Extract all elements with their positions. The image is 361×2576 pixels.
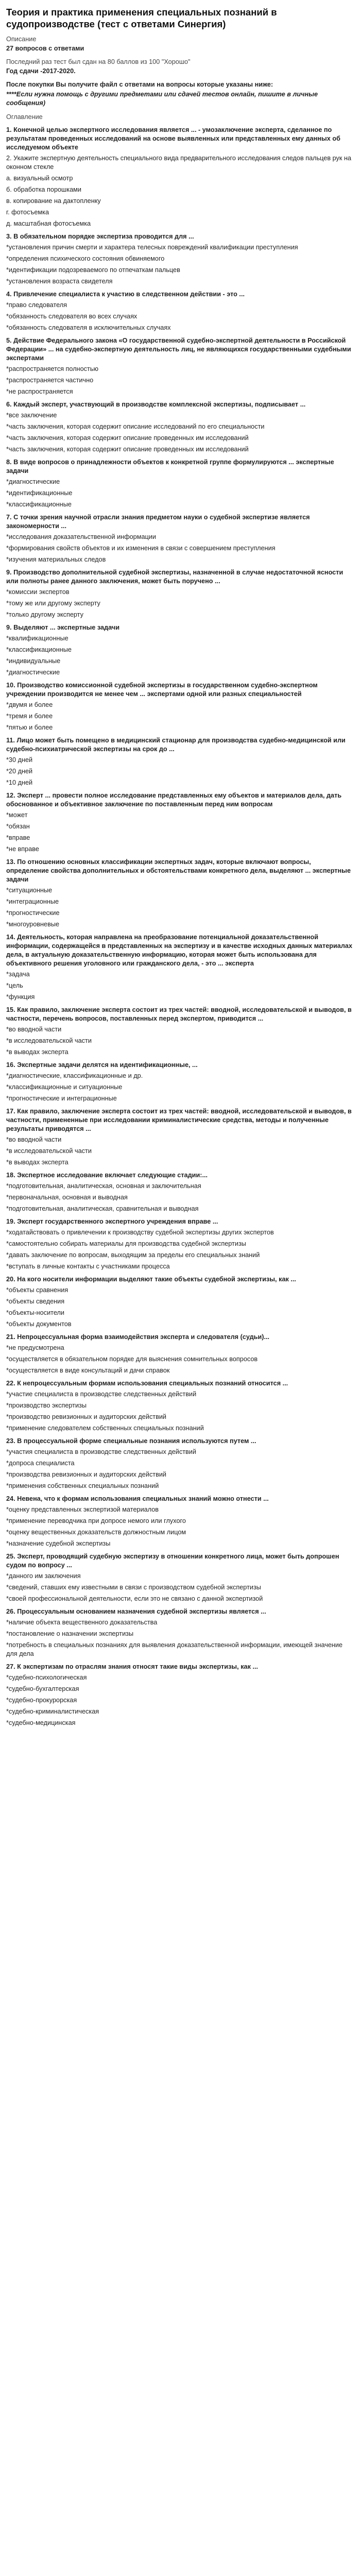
answer-option: *формирования свойств объектов и их изменения в связи с совершением преступления bbox=[6, 545, 276, 552]
question-text: 15. Как правило, заключение эксперта состоит из трех частей: вводной, исследовательской и выводов, в частности, перечень вопросов, поставленных перед экспертом, приводится ... bbox=[6, 1006, 352, 1022]
answer-option: *распространяется полностью bbox=[6, 365, 98, 372]
answer-option: *право следователя bbox=[6, 301, 67, 309]
meta-label-last-pass: Последний раз тест был сдан на 80 баллов из 100 "Хорошо" bbox=[6, 58, 191, 65]
purchase-note bbox=[6, 80, 354, 108]
answer-option: *ходатайствовать о привлечении к производству судебной экспертизы других экспертов bbox=[6, 1229, 274, 1236]
question-block bbox=[6, 1333, 354, 1375]
toc-label: Оглавление bbox=[6, 113, 43, 121]
answer-option: *все заключение bbox=[6, 412, 57, 419]
answer-option: *применения собственных специальных познаний bbox=[6, 1482, 159, 1489]
answer-option: *применение следователем собственных специальных познаний bbox=[6, 1425, 204, 1432]
question-text: 11. Лицо может быть помещено в медицинский стационар для производства судебно-медицинской или судебно-психиатрической экспертизы на срок до ... bbox=[6, 737, 346, 753]
answer-option: *ситуационные bbox=[6, 887, 53, 894]
answer-option: *изучения материальных следов bbox=[6, 556, 106, 563]
answer-option: *диагностические bbox=[6, 478, 60, 485]
answer-option: *интеграционные bbox=[6, 898, 59, 905]
question-text: 5. Действие Федерального закона «О государственной судебно-экспертной деятельности в Российской Федерации» ... на судебно-экспертную деятельность лиц, не являющихся государственными судебными экспертами bbox=[6, 337, 351, 362]
question-text: 9. Выделяют ... экспертные задачи bbox=[6, 624, 120, 631]
question-text: 27. К экспертизам по отраслям знания относят такие виды экспертизы, как ... bbox=[6, 1663, 259, 1670]
question-text: 14. Деятельность, которая направлена на преобразование потенциальной доказательственной информации, содержащейся в представленных на экспертизу и в качестве исходных данных материалах дела, в актуальную доказательственную информацию, которая может быть использована для объективного решения уголовного или гражданского дела, - это ... эксперта bbox=[6, 934, 353, 967]
answer-option: *распространяется частично bbox=[6, 377, 94, 384]
question-text: 18. Экспертное исследование включает следующие стадии:... bbox=[6, 1172, 208, 1179]
answer-option: *классификационные и ситуационные bbox=[6, 1083, 123, 1091]
answer-option: *объекты сведения bbox=[6, 1298, 65, 1305]
question-block bbox=[6, 1607, 354, 1658]
answer-option: *участие специалиста в производстве следственных действий bbox=[6, 1391, 197, 1398]
question-text: 22. К непроцессуальным формам использования специальных познаний относится ... bbox=[6, 1380, 288, 1387]
question-block bbox=[6, 126, 354, 172]
answer-option: *идентификации подозреваемого по отпечаткам пальцев bbox=[6, 266, 180, 274]
answer-option: *многоуровневые bbox=[6, 921, 60, 928]
meta-value-description: 27 вопросов с ответами bbox=[6, 45, 84, 52]
answer-option: *часть заключения, которая содержит описание проведенных им исследований bbox=[6, 446, 249, 453]
answer-option: *самостоятельно собирать материалы для производства судебной экспертизы bbox=[6, 1240, 246, 1247]
answer-option: *двумя и более bbox=[6, 701, 53, 708]
question-block bbox=[6, 1552, 354, 1603]
answer-option: *10 дней bbox=[6, 779, 33, 786]
meta-section bbox=[6, 35, 354, 76]
answer-option: *задача bbox=[6, 971, 30, 978]
answer-option: *во вводной части bbox=[6, 1026, 62, 1033]
answer-option: *цель bbox=[6, 982, 23, 989]
question-text: 17. Как правило, заключение эксперта состоит из трех частей: вводной, исследовательской и выводов, в частности, примененные при исследовании криминалистические средства, методы и полученные результаты приводятся ... bbox=[6, 1108, 352, 1132]
question-text: 12. Эксперт ... провести полное исследование представленных ему объектов и материалов дела, дать обоснованное и объективное заключение по поставленным перед ним вопросам bbox=[6, 792, 342, 808]
answer-option: *производство экспертизы bbox=[6, 1402, 87, 1409]
question-text: 23. В процессуальной форме специальные познания используются путем ... bbox=[6, 1437, 256, 1445]
answer-option: *только другому эксперту bbox=[6, 611, 83, 618]
answer-option: *потребность в специальных познаниях для выявления доказательственной информации, имеющей значение для дела bbox=[6, 1641, 343, 1657]
answer-option: *прогностические и интеграционные bbox=[6, 1095, 117, 1102]
meta-value-year: Год сдачи -2017-2020. bbox=[6, 67, 76, 75]
question-block bbox=[6, 858, 354, 929]
question-text: 6. Каждый эксперт, участвующий в производстве комплексной экспертизы, подписывает ... bbox=[6, 401, 306, 408]
question-block bbox=[6, 1495, 354, 1548]
answer-option: *прогностические bbox=[6, 909, 60, 917]
question-block bbox=[6, 458, 354, 509]
question-text: 3. В обязательном порядке экспертиза проводится для ... bbox=[6, 233, 194, 240]
answer-option: в. копирование на дактопленку bbox=[6, 197, 101, 205]
question-text: 20. На кого носители информации выделяют такие объекты судебной экспертизы, как ... bbox=[6, 1276, 296, 1283]
answer-option: *допроса специалиста bbox=[6, 1460, 75, 1467]
question-block bbox=[6, 232, 354, 286]
answer-option: *объекты документов bbox=[6, 1320, 72, 1328]
answer-option: *в выводах эксперта bbox=[6, 1048, 68, 1056]
answer-option: *классификационные bbox=[6, 646, 72, 653]
help-note-text: ****Если нужна помощь с другими предметами или сдачей тестов онлайн, пишите в личные сообщения) bbox=[6, 91, 318, 107]
answer-option: *не предусмотрена bbox=[6, 1344, 64, 1351]
answer-option: *объекты-носители bbox=[6, 1309, 64, 1316]
question-text: 19. Эксперт государственного экспертного учреждения вправе ... bbox=[6, 1218, 218, 1225]
question-block bbox=[6, 933, 354, 1002]
answer-option: *диагностические bbox=[6, 669, 60, 676]
question-block bbox=[6, 736, 354, 787]
answer-option: *производство ревизионных и аудиторских действий bbox=[6, 1413, 167, 1420]
answer-option: *подготовительная, аналитическая, сравнительная и выводная bbox=[6, 1205, 199, 1212]
question-text: 16. Экспертные задачи делятся на идентификационные, ... bbox=[6, 1061, 198, 1069]
answer-option: *первоначальная, основная и выводная bbox=[6, 1194, 128, 1201]
answer-option: *тремя и более bbox=[6, 713, 53, 720]
document-title: Теория и практика применения специальных познаний в судопроизводстве (тест с ответами Синергия) bbox=[6, 7, 277, 29]
answer-option: *часть заключения, которая содержит описание исследований по его специальности bbox=[6, 423, 265, 430]
answer-option: *назначение судебной экспертизы bbox=[6, 1540, 111, 1547]
question-block bbox=[6, 1006, 354, 1057]
question-text: 26. Процессуальным основанием назначения судебной экспертизы является ... bbox=[6, 1608, 266, 1615]
question-block bbox=[6, 1275, 354, 1329]
answer-option: *30 дней bbox=[6, 756, 33, 764]
question-text: 10. Производство комиссионной судебной экспертизы в государственном судебно-экспертном учреждении производится не менее чем ... экспертами одной или разных специальностей bbox=[6, 682, 318, 698]
answer-option: *комиссии экспертов bbox=[6, 588, 70, 596]
answer-option: а. визуальный осмотр bbox=[6, 175, 73, 182]
answer-option: *не распространяется bbox=[6, 388, 73, 395]
question-block bbox=[6, 568, 354, 619]
answer-option: *осуществляется в виде консультаций и дачи справок bbox=[6, 1367, 170, 1374]
answer-option: *вступать в личные контакты с участниками процесса bbox=[6, 1263, 170, 1270]
question-block bbox=[6, 1437, 354, 1490]
question-block bbox=[6, 1379, 354, 1433]
answer-option: *судебно-бухгалтерская bbox=[6, 1685, 79, 1692]
answer-option: *20 дней bbox=[6, 768, 33, 775]
answer-option: *может bbox=[6, 811, 28, 819]
question-text: 7. С точки зрения научной отрасли знания предметом науки о судебной экспертизе является закономерности ... bbox=[6, 514, 310, 530]
question-text: 8. В виде вопросов о принадлежности объектов к конкретной группе формулируются ... экспертные задачи bbox=[6, 459, 334, 474]
answer-option: *часть заключения, которая содержит описание проведенных им исследований bbox=[6, 434, 249, 442]
answer-option: *оценку вещественных доказательств должностным лицом bbox=[6, 1529, 186, 1536]
answer-option: *оценку представленных экспертизой материалов bbox=[6, 1506, 159, 1513]
answer-option: *подготовительная, аналитическая, основная и заключительная bbox=[6, 1182, 201, 1190]
question-block bbox=[6, 174, 354, 228]
meta-label-description: Описание bbox=[6, 36, 37, 43]
answer-option: *индивидуальные bbox=[6, 657, 61, 665]
answer-option: 2. Укажите экспертную деятельность специального вида предварительного исследования следов пальцев рук на оконном стекле bbox=[6, 155, 352, 171]
answer-option: *обязанность следователя в исключительных случаях bbox=[6, 324, 171, 331]
question-block bbox=[6, 336, 354, 396]
question-list bbox=[6, 126, 354, 1727]
answer-option: *в выводах эксперта bbox=[6, 1159, 68, 1166]
answer-option: *установления причин смерти и характера телесных повреждений квалификации преступления bbox=[6, 244, 298, 251]
answer-option: *идентификационные bbox=[6, 489, 73, 497]
answer-option: б. обработка порошками bbox=[6, 186, 81, 193]
answer-option: *определения психического состояния обвиняемого bbox=[6, 255, 165, 262]
answer-option: *обязанность следователя во всех случаях bbox=[6, 313, 137, 320]
answer-option: *тому же или другому эксперту bbox=[6, 600, 100, 607]
answer-option: *установления возраста свидетеля bbox=[6, 278, 113, 285]
question-text: 24. Невена, что к формам использования специальных знаний можно отнести ... bbox=[6, 1495, 269, 1502]
question-text: 1. Конечной целью экспертного исследования является ... - умозаключение эксперта, сделанное по результатам проведенных исследований на основе выявленных или представленных ему данных об исследуемом объекте bbox=[6, 126, 340, 151]
question-block bbox=[6, 681, 354, 732]
question-text: 9. Производство дополнительной судебной экспертизы, назначенной в случае недостаточной ясности или полноты ранее данного заключения, может быть поручено ... bbox=[6, 569, 343, 585]
question-text: 25. Эксперт, проводящий судебную экспертизу в отношении конкретного лица, может быть допрошен судом по вопросу ... bbox=[6, 1553, 339, 1569]
answer-option: *применение переводчика при допросе немого или глухого bbox=[6, 1517, 186, 1524]
purchase-note-text: После покупки Вы получите файл с ответами на вопросы которые указаны ниже: bbox=[6, 81, 273, 88]
question-block bbox=[6, 791, 354, 854]
answer-option: *не вправе bbox=[6, 845, 39, 853]
question-block bbox=[6, 290, 354, 332]
question-block bbox=[6, 1061, 354, 1103]
answer-option: *осуществляется в обязательном порядке для выяснения сомнительных вопросов bbox=[6, 1355, 258, 1363]
question-text: 4. Привлечение специалиста к участию в следственном действии - это ... bbox=[6, 291, 245, 298]
question-text: 21. Непроцессуальная форма взаимодействия эксперта и следователя (судьи)... bbox=[6, 1333, 270, 1341]
answer-option: *в исследовательской части bbox=[6, 1147, 92, 1155]
answer-option: *классификационные bbox=[6, 501, 72, 508]
answer-option: *судебно-прокурорская bbox=[6, 1697, 77, 1704]
answer-option: *диагностические, классификационные и др. bbox=[6, 1072, 143, 1079]
answer-option: *обязан bbox=[6, 823, 30, 830]
answer-option: *в исследовательской части bbox=[6, 1037, 92, 1044]
answer-option: д. масштабная фотосъемка bbox=[6, 220, 91, 227]
question-block bbox=[6, 1217, 354, 1271]
answer-option: *сведений, ставших ему известными в связи с производством судебной экспертизы bbox=[6, 1584, 261, 1591]
answer-option: *судебно-медицинская bbox=[6, 1719, 76, 1726]
answer-option: *судебно-криминалистическая bbox=[6, 1708, 99, 1715]
question-block bbox=[6, 1107, 354, 1167]
question-block bbox=[6, 513, 354, 564]
answer-option: *давать заключение по вопросам, выходящим за пределы его специальных знаний bbox=[6, 1251, 260, 1259]
answer-option: *вправе bbox=[6, 834, 30, 841]
question-text: 13. По отношению основных классификации экспертных задач, которые включают вопросы, определение свойства дополнительных и обстоятельствами конкретного дела, выделяют ... экспертные задачи bbox=[6, 858, 351, 883]
answer-option: г. фотосъемка bbox=[6, 209, 49, 216]
question-block bbox=[6, 400, 354, 454]
answer-option: *во вводной части bbox=[6, 1136, 62, 1143]
answer-option: *исследования доказательственной информации bbox=[6, 533, 156, 540]
answer-option: *наличие объекта вещественного доказательства bbox=[6, 1619, 158, 1626]
answer-option: *судебно-психологическая bbox=[6, 1674, 87, 1681]
answer-option: *пятью и более bbox=[6, 724, 53, 731]
question-block bbox=[6, 1171, 354, 1213]
answer-option: *данного им заключения bbox=[6, 1572, 81, 1580]
answer-option: *производства ревизионных и аудиторских действий bbox=[6, 1471, 167, 1478]
question-block bbox=[6, 623, 354, 677]
answer-option: *квалификационные bbox=[6, 635, 68, 642]
answer-option: *постановление о назначении экспертизы bbox=[6, 1630, 134, 1637]
question-block bbox=[6, 1663, 354, 1727]
answer-option: *функция bbox=[6, 993, 35, 1001]
answer-option: *объекты сравнения bbox=[6, 1286, 68, 1294]
answer-option: *своей профессиональной деятельности, если это не связано с данной экспертизой bbox=[6, 1595, 263, 1602]
answer-option: *участия специалиста в производстве следственных действий bbox=[6, 1448, 196, 1455]
